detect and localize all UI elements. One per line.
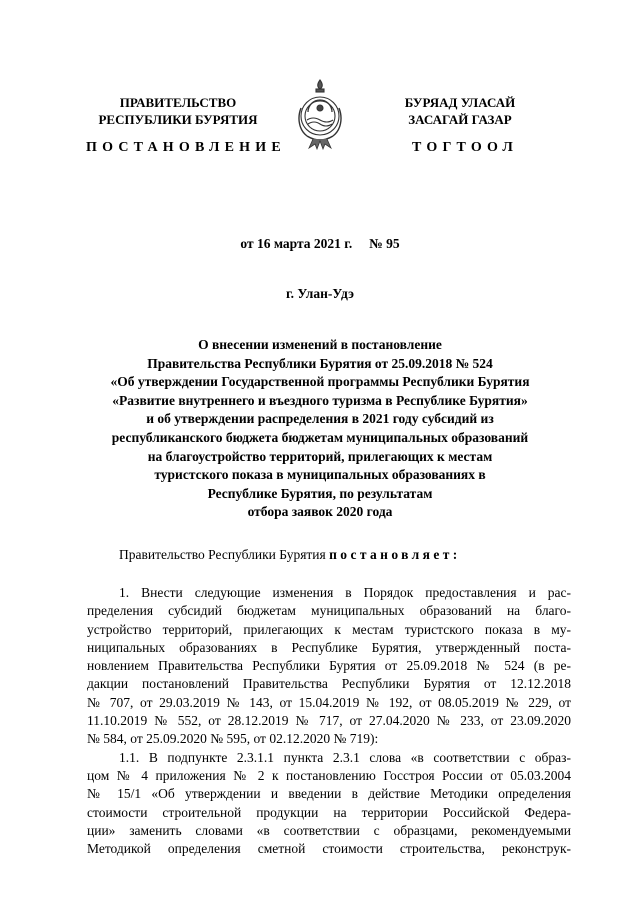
body-line: № 15/1 «Об утверждении и введении в действие Методики определения xyxy=(87,786,571,802)
preamble-text: Правительство Республики Бурятия xyxy=(119,547,330,562)
preamble-decree: постановляет: xyxy=(329,547,461,562)
body-line: 1.1. В подпункте 2.3.1.1 пункта 2.3.1 слова «в соответствии с образ- xyxy=(119,749,571,765)
body-line: устройство территорий, прилегающих к местам туристского показа в му- xyxy=(87,621,571,637)
header-right-line1: БУРЯАД УЛАСАЙ xyxy=(404,95,516,110)
body-line: № 584, от 25.09.2020 № 595, от 02.12.2020 № 719): xyxy=(87,731,379,747)
heading-line: Республике Бурятия, по результатам xyxy=(207,485,433,501)
header-left xyxy=(98,94,258,128)
heading-line: Правительства Республики Бурятия от 25.09.2018 № 524 xyxy=(147,355,493,371)
body-text xyxy=(87,584,571,858)
body-line: дакции постановлений Правительства Республики Бурятия от 12.12.2018 xyxy=(87,676,571,692)
header-left-line1: ПРАВИТЕЛЬСТВО xyxy=(119,95,237,110)
heading-line: туристского показа в муниципальных образованиях в xyxy=(154,467,486,483)
heading-line: и об утверждении распределения в 2021 году субсидий из xyxy=(146,411,494,427)
heading-line: республиканского бюджета бюджетам муниципальных образований xyxy=(111,429,529,445)
document-heading xyxy=(60,336,580,522)
body-line: 11.10.2019 № 552, от 28.12.2019 № 717, от 27.04.2020 № 233, от 23.09.2020 xyxy=(87,713,571,729)
heading-line: «Развитие внутреннего и въездного туризма в Республике Бурятия» xyxy=(112,392,528,408)
body-line: № 707, от 29.03.2019 № 143, от 15.04.2019 № 192, от 08.05.2019 № 229, от xyxy=(87,694,571,710)
date-and-number: от 16 марта 2021 г. № 95 xyxy=(240,236,400,251)
header-right-line2: ЗАСАГАЙ ГАЗАР xyxy=(408,112,512,127)
heading-line: «Об утверждении Государственной программы Республики Бурятия xyxy=(110,374,530,390)
city: г. Улан-Удэ xyxy=(286,286,354,301)
heading-line: отбора заявок 2020 года xyxy=(247,504,393,520)
body-line: 1. Внести следующие изменения в Порядок предоставления и рас- xyxy=(119,585,571,600)
preamble xyxy=(119,547,461,563)
header-right xyxy=(376,94,544,128)
body-line: новлением Правительства Республики Бурятия от 25.09.2018 № 524 (в ре- xyxy=(87,658,571,674)
header-left-line2: РЕСПУБЛИКИ БУРЯТИЯ xyxy=(98,112,258,127)
body-line: стоимости строительной продукции на территории Российской Федера- xyxy=(87,804,571,820)
body-line: цом № 4 приложения № 2 к постановлению Госстроя России от 05.03.2004 xyxy=(87,767,571,783)
body-line: ниципальных образованиях в Республике Бурятия, утвержденный поста- xyxy=(87,639,571,655)
document-type-ru: ПОСТАНОВЛЕНИЕ xyxy=(86,140,286,155)
body-line: пределения субсидий бюджетам муниципальных образований на благо- xyxy=(87,603,571,619)
body-line: ции» заменить словами «в соответствии с образцами, рекомендуемыми xyxy=(87,822,571,838)
heading-line: на благоустройство территорий, прилегающих к местам xyxy=(147,448,493,464)
heading-line: О внесении изменений в постановление xyxy=(198,337,442,352)
document-type-bua: ТОГТООЛ xyxy=(412,140,519,155)
coat-of-arms-icon xyxy=(295,78,345,150)
body-line: Методикой определения сметной стоимости строительства, реконструк- xyxy=(87,841,571,857)
